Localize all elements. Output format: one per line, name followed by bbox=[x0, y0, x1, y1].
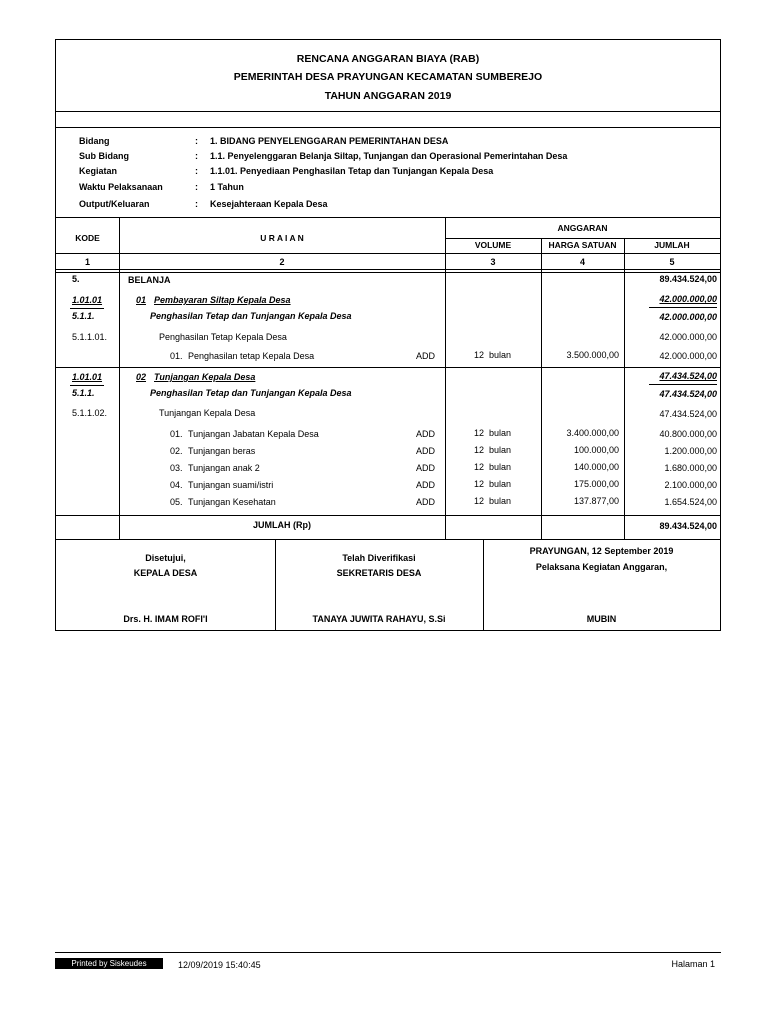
info-value-bidang: 1. BIDANG PENYELENGGARAN PEMERINTAHAN DESA bbox=[210, 136, 449, 146]
info-colon: : bbox=[195, 182, 198, 192]
row-jumlah: 47.434.524,00 bbox=[659, 409, 717, 419]
row-jumlah: 42.000.000,00 bbox=[659, 294, 717, 304]
colnum-5: 5 bbox=[669, 257, 675, 267]
print-datetime: 12/09/2019 15:40:45 bbox=[178, 960, 261, 970]
total-jumlah: 89.434.524,00 bbox=[659, 521, 717, 531]
item-volume: 12 bbox=[474, 428, 485, 438]
info-colon: : bbox=[195, 199, 198, 209]
item-jumlah: 42.000.000,00 bbox=[659, 351, 717, 361]
info-value-waktu: 1 Tahun bbox=[210, 182, 244, 192]
kode-underline bbox=[70, 308, 104, 309]
doc-title-line1: RENCANA ANGGARAN BIAYA (RAB) bbox=[296, 53, 480, 65]
item-volume: 12 bbox=[474, 350, 485, 360]
header-uraian: U R A I A N bbox=[260, 233, 304, 243]
sig-middle-name: TANAYA JUWITA RAHAYU, S.Si bbox=[312, 614, 446, 624]
info-label-output: Output/Keluaran bbox=[79, 199, 150, 209]
item-source: ADD bbox=[416, 480, 436, 490]
item-volume: 12 bbox=[474, 496, 485, 506]
jumlah-underline bbox=[649, 384, 717, 385]
printed-by-badge: Printed by Siskeudes bbox=[55, 958, 163, 969]
divider bbox=[56, 253, 720, 254]
divider bbox=[56, 367, 720, 368]
header-kode: KODE bbox=[75, 233, 100, 243]
doc-title-line3: TAHUN ANGGARAN 2019 bbox=[324, 90, 452, 102]
divider bbox=[445, 238, 720, 239]
divider bbox=[56, 111, 720, 112]
info-label-waktu: Waktu Pelaksanaan bbox=[79, 182, 163, 192]
info-colon: : bbox=[195, 151, 198, 161]
item-harga: 100.000,00 bbox=[573, 445, 619, 455]
divider bbox=[56, 127, 720, 128]
row-number: 02 bbox=[136, 372, 147, 382]
item-source: ADD bbox=[416, 351, 436, 361]
row-uraian: Penghasilan Tetap dan Tunjangan Kepala Desa bbox=[150, 311, 352, 321]
item-volume: 12 bbox=[474, 479, 485, 489]
item-source: ADD bbox=[416, 429, 436, 439]
item-harga: 140.000,00 bbox=[573, 462, 619, 472]
sig-left-name: Drs. H. IMAM ROFI'I bbox=[123, 614, 208, 624]
sig-right-name: MUBIN bbox=[586, 614, 617, 624]
item-jumlah: 2.100.000,00 bbox=[664, 480, 717, 490]
row-jumlah: 89.434.524,00 bbox=[659, 274, 717, 284]
row-uraian: Pembayaran Siltap Kepala Desa bbox=[154, 295, 291, 305]
item-number: 05. bbox=[170, 497, 183, 507]
item-harga: 3.400.000,00 bbox=[566, 428, 619, 438]
item-volume: 12 bbox=[474, 445, 485, 455]
divider bbox=[56, 272, 720, 273]
row-uraian: BELANJA bbox=[128, 275, 171, 285]
row-uraian: Tunjangan Kepala Desa bbox=[154, 372, 256, 382]
row-jumlah: 47.434.524,00 bbox=[659, 371, 717, 381]
item-satuan: bulan bbox=[489, 462, 512, 472]
item-satuan: bulan bbox=[489, 496, 512, 506]
header-harga-satuan: HARGA SATUAN bbox=[548, 240, 617, 250]
sig-right-line1: PRAYUNGAN, 12 September 2019 bbox=[529, 546, 674, 556]
doc-title-line2: PEMERINTAH DESA PRAYUNGAN KECAMATAN SUMBEREJO bbox=[233, 71, 543, 83]
sig-left-line1: Disetujui, bbox=[145, 553, 186, 563]
item-harga: 137.877,00 bbox=[573, 496, 619, 506]
row-kode: 5.1.1. bbox=[72, 388, 95, 398]
row-kode: 1.01.01 bbox=[72, 295, 103, 305]
row-kode: 1.01.01 bbox=[72, 372, 103, 382]
item-jumlah: 40.800.000,00 bbox=[659, 429, 717, 439]
kode-underline bbox=[70, 385, 104, 386]
row-kode: 5.1.1.02. bbox=[72, 408, 108, 418]
header-anggaran: ANGGARAN bbox=[557, 223, 608, 233]
divider bbox=[56, 515, 720, 516]
total-label: JUMLAH (Rp) bbox=[253, 520, 311, 530]
footer-divider bbox=[55, 952, 721, 953]
info-value-kegiatan: 1.1.01. Penyediaan Penghasilan Tetap dan Tunjangan Kepala Desa bbox=[210, 166, 494, 176]
item-satuan: bulan bbox=[489, 445, 512, 455]
item-harga: 175.000,00 bbox=[573, 479, 619, 489]
divider bbox=[56, 269, 720, 270]
colnum-4: 4 bbox=[579, 257, 585, 267]
rab-document bbox=[55, 39, 721, 631]
row-jumlah: 42.000.000,00 bbox=[659, 332, 717, 342]
info-value-subbidang: 1.1. Penyelenggaran Belanja Siltap, Tunjangan dan Operasional Pemerintahan Desa bbox=[210, 151, 568, 161]
info-label-subbidang: Sub Bidang bbox=[79, 151, 129, 161]
divider bbox=[56, 217, 720, 218]
item-volume: 12 bbox=[474, 462, 485, 472]
item-number: 04. bbox=[170, 480, 183, 490]
colnum-2: 2 bbox=[279, 257, 285, 267]
item-source: ADD bbox=[416, 463, 436, 473]
item-satuan: bulan bbox=[489, 428, 512, 438]
row-uraian: Tunjangan Kepala Desa bbox=[159, 408, 256, 418]
sig-left-line2: KEPALA DESA bbox=[133, 568, 198, 578]
item-satuan: bulan bbox=[489, 350, 512, 360]
info-value-output: Kesejahteraan Kepala Desa bbox=[210, 199, 328, 209]
sig-right-line2: Pelaksana Kegiatan Anggaran, bbox=[535, 562, 668, 572]
item-jumlah: 1.654.524,00 bbox=[664, 497, 717, 507]
header-jumlah: JUMLAH bbox=[654, 240, 690, 250]
row-jumlah: 47.434.524,00 bbox=[659, 389, 717, 399]
row-number: 01 bbox=[136, 295, 147, 305]
header-volume: VOLUME bbox=[474, 240, 512, 250]
sig-middle-line1: Telah Diverifikasi bbox=[342, 553, 416, 563]
item-uraian: Penghasilan tetap Kepala Desa bbox=[188, 351, 315, 361]
divider bbox=[56, 539, 720, 540]
info-label-kegiatan: Kegiatan bbox=[79, 166, 118, 176]
row-jumlah: 42.000.000,00 bbox=[659, 312, 717, 322]
item-uraian: Tunjangan anak 2 bbox=[188, 463, 260, 473]
row-uraian: Penghasilan Tetap Kepala Desa bbox=[159, 332, 287, 342]
row-uraian: Penghasilan Tetap dan Tunjangan Kepala Desa bbox=[150, 388, 352, 398]
page-number: Halaman 1 bbox=[671, 959, 715, 969]
item-satuan: bulan bbox=[489, 479, 512, 489]
row-kode: 5. bbox=[72, 274, 80, 284]
item-jumlah: 1.200.000,00 bbox=[664, 446, 717, 456]
info-label-bidang: Bidang bbox=[79, 136, 110, 146]
item-source: ADD bbox=[416, 497, 436, 507]
colnum-3: 3 bbox=[490, 257, 496, 267]
item-number: 02. bbox=[170, 446, 183, 456]
jumlah-underline bbox=[649, 307, 717, 308]
item-number: 01. bbox=[170, 429, 183, 439]
row-kode: 5.1.1. bbox=[72, 311, 95, 321]
item-uraian: Tunjangan Kesehatan bbox=[188, 497, 276, 507]
item-jumlah: 1.680.000,00 bbox=[664, 463, 717, 473]
info-colon: : bbox=[195, 136, 198, 146]
item-number: 03. bbox=[170, 463, 183, 473]
item-uraian: Tunjangan beras bbox=[188, 446, 256, 456]
item-number: 01. bbox=[170, 351, 183, 361]
item-harga: 3.500.000,00 bbox=[566, 350, 619, 360]
item-source: ADD bbox=[416, 446, 436, 456]
item-uraian: Tunjangan suami/istri bbox=[188, 480, 274, 490]
col-divider bbox=[541, 238, 542, 539]
colnum-1: 1 bbox=[84, 257, 90, 267]
item-uraian: Tunjangan Jabatan Kepala Desa bbox=[188, 429, 319, 439]
sig-middle-line2: SEKRETARIS DESA bbox=[336, 568, 422, 578]
row-kode: 5.1.1.01. bbox=[72, 332, 108, 342]
info-colon: : bbox=[195, 166, 198, 176]
